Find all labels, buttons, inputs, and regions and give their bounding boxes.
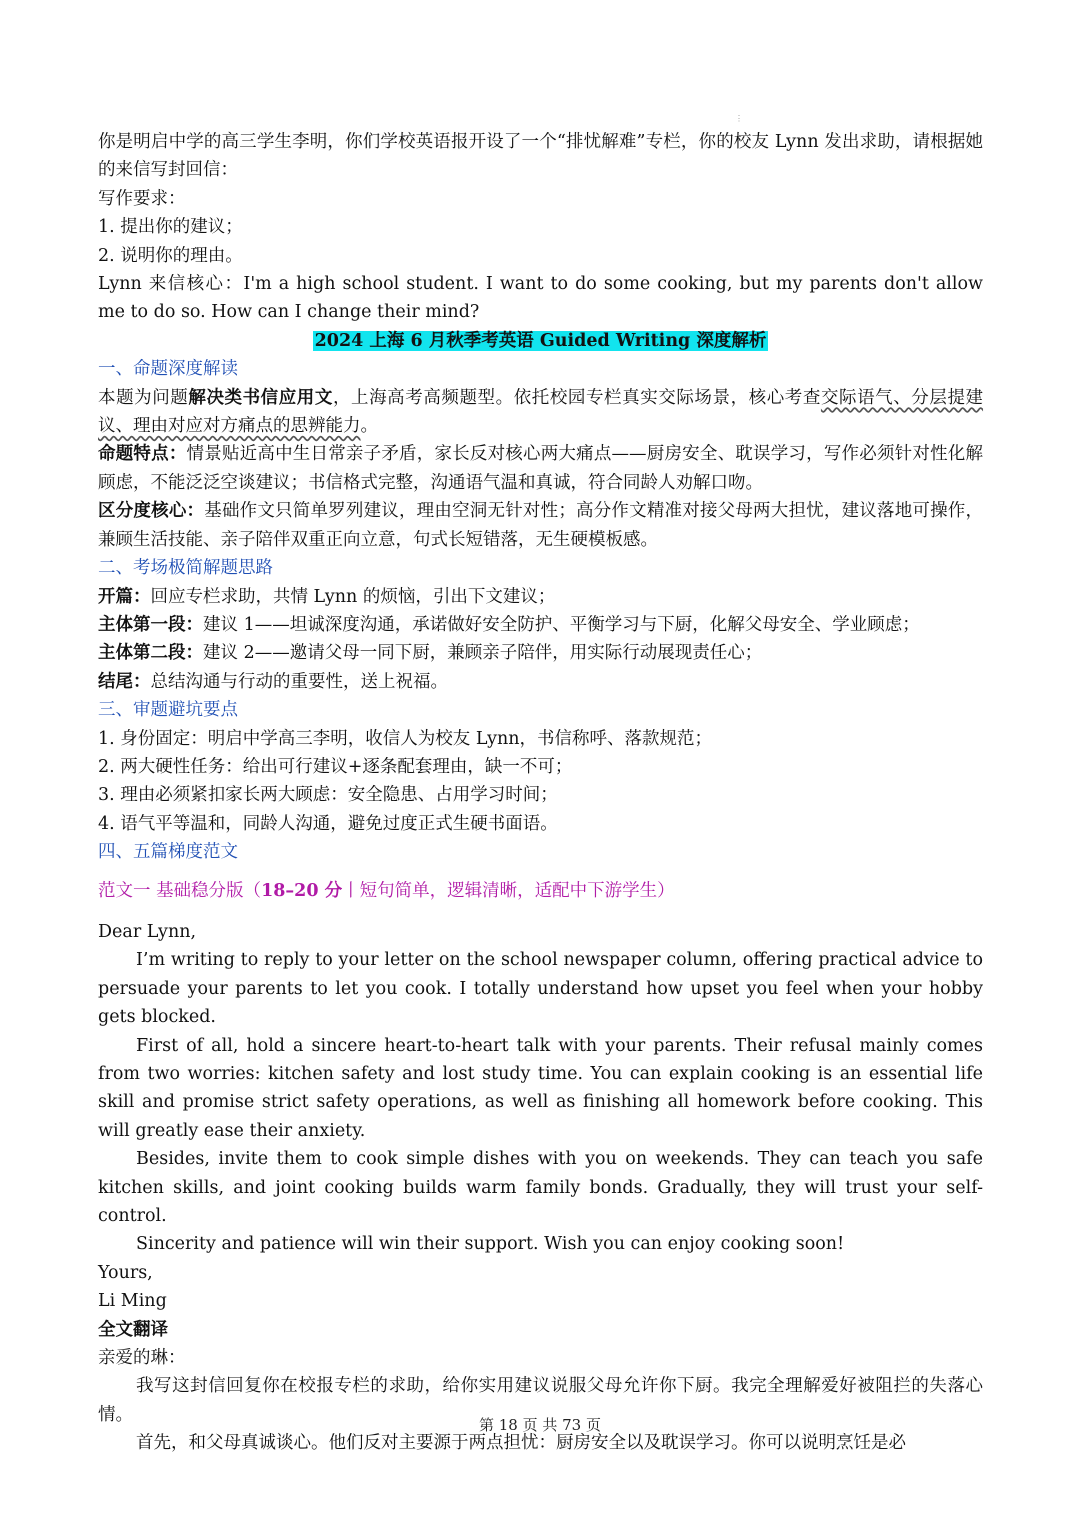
translation-title: 全文翻译: [98, 1319, 168, 1340]
letter-closing: Yours,: [98, 1262, 153, 1283]
translation-paragraph-2: 首先，和父母真诚谈心。他们反对主要源于两点担忧：厨房安全以及耽误学习。你可以说明烹饪是必: [136, 1433, 906, 1454]
requirement-1: 1. 提出你的建议；: [98, 217, 243, 238]
section-3-item-2: 2. 两大硬性任务：给出可行建议+逐条配套理由，缺一不可；: [98, 756, 573, 777]
text-run: 总结沟通与行动的重要性，送上祝福。: [150, 671, 448, 692]
translation-paragraph-1: 我写这封信回复你在校报专栏的求助，给你实用建议说服父母允许你下厨。我完全理解爱好被阻拦的失落心情。: [98, 1376, 983, 1425]
requirement-2: 2. 说明你的理由。: [98, 245, 243, 266]
corner-mark: ⋮: [735, 114, 743, 123]
spacer: [98, 867, 983, 877]
letter-paragraph-4: Sincerity and patience will win their support. Wish you can enjoy cooking soon!: [136, 1234, 845, 1255]
letter-salutation: Dear Lynn,: [98, 921, 197, 942]
document-page: [98, 128, 983, 1458]
sample-essay-title: [98, 877, 983, 905]
text-run: 。: [360, 416, 378, 437]
section-2-line-1: [98, 583, 983, 611]
banner-line: [98, 327, 983, 355]
section-3-title: 三、审题避坑要点: [98, 700, 238, 721]
section-2-title: 二、考场极简解题思路: [98, 558, 273, 579]
section-2-line-4: [98, 668, 983, 696]
letter-core: [98, 270, 983, 327]
section-2-line-3: [98, 639, 983, 667]
text-run: 范文一 基础稳分版（: [98, 880, 262, 901]
label: 命题特点：: [98, 444, 187, 465]
score-range: 18–20 分: [261, 880, 343, 901]
text-run: ，上海高考高频题型。依托校园专栏真实交际场景，核心考查: [332, 387, 821, 408]
text-run: 建议 2——邀请父母一同下厨，兼顾亲子陪伴，用实际行动展现责任心；: [203, 643, 763, 664]
letter-core-label: Lynn 来信核心：: [98, 274, 244, 295]
text-run: 回应专栏求助，共情 Lynn 的烦恼，引出下文建议；: [150, 586, 556, 607]
section-1-title: 一、命题深度解读: [98, 359, 238, 380]
label: 开篇：: [98, 586, 151, 607]
section-1-paragraph-1: [98, 384, 983, 441]
letter-signature: Li Ming: [98, 1291, 167, 1312]
analysis-banner: 2024 上海 6 月秋季考英语 Guided Writing 深度解析: [314, 330, 767, 351]
section-3-item-3: 3. 理由必须紧扣家长两大顾虑：安全隐患、占用学习时间；: [98, 785, 558, 806]
letter-paragraph-2: First of all, hold a sincere heart-to-heart talk with your parents. Their refusal mainly comes from two worries: kitchen safety and lost study time. You can explain cooking is an essential life skill and promise strict safety operations, as well as finishing all homework before cooking. This will greatly ease their anxiety.: [98, 1035, 983, 1141]
label: 主体第一段：: [98, 614, 203, 635]
section-4-title: 四、五篇梯度范文: [98, 842, 238, 863]
letter-paragraph-1: I’m writing to reply to your letter on the school newspaper column, offering practical advice to persuade your parents to let you cook. I totally understand how upset you feel when your hobby gets blocked.: [98, 950, 983, 1028]
text-run: 丨短句简单，逻辑清晰，适配中下游学生）: [342, 880, 675, 901]
wavy-underline-run: 交际语气、分层提建议、理由对应对方痛点的思辨能力: [98, 387, 984, 437]
label: 主体第二段：: [98, 643, 203, 664]
letter-paragraph-3: Besides, invite them to cook simple dishes with you on weekends. They can teach you safe kitchen skills, and joint cooking builds warm family bonds. Gradually, they will trust your self-control.: [98, 1149, 983, 1227]
section-2-line-2: [98, 611, 983, 639]
page-footer: 第 18 页 共 73 页: [478, 1416, 601, 1434]
section-1-paragraph-3: [98, 497, 983, 554]
letter-core-text: I'm a high school student. I want to do some cooking, but my parents don't allow me to do so. How can I change their mind?: [98, 274, 983, 323]
section-1-paragraph-2: [98, 440, 983, 497]
section-3-item-4: 4. 语气平等温和，同龄人沟通，避免过度正式生硬书面语。: [98, 813, 558, 834]
label: 区分度核心：: [98, 501, 205, 522]
prompt-paragraph: 你是明启中学的高三学生李明，你们学校英语报开设了一个“排忧解难”专栏，你的校友 Lynn 发出求助，请根据她的来信写封回信：: [98, 132, 983, 181]
bold-run: 解决类书信应用文: [188, 387, 333, 408]
text-run: 本题为问题: [98, 387, 189, 408]
requirements-title: 写作要求：: [98, 188, 186, 209]
text-run: 建议 1——坦诚深度沟通，承诺做好安全防护、平衡学习与下厨，化解父母安全、学业顾虑；: [203, 614, 920, 635]
spacer: [98, 905, 983, 918]
translation-salutation: 亲爱的琳：: [98, 1348, 186, 1369]
text-run: 基础作文只简单罗列建议，理由空洞无针对性；高分作文精准对接父母两大担忧，建议落地可操作，兼顾生活技能、亲子陪伴双重正向立意，句式长短错落，无生硬模板感。: [98, 501, 984, 550]
section-3-item-1: 1. 身份固定：明启中学高三李明，收信人为校友 Lynn，书信称呼、落款规范；: [98, 728, 713, 749]
text-run: 情景贴近高中生日常亲子矛盾，家长反对核心两大痛点——厨房安全、耽误学习，写作必须针对性化解顾虑，不能泛泛空谈建议；书信格式完整，沟通语气温和真诚，符合同龄人劝解口吻。: [98, 444, 984, 493]
label: 结尾：: [98, 671, 151, 692]
